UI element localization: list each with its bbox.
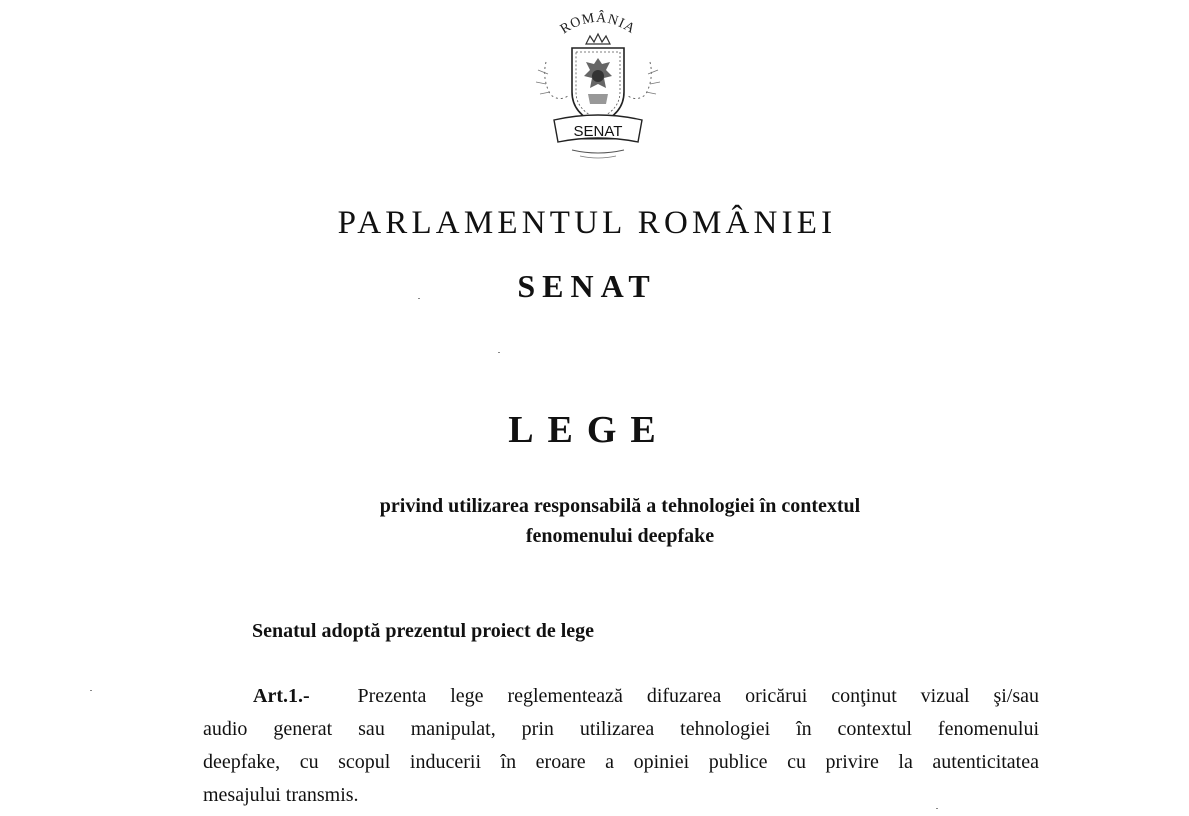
scan-speck: [90, 690, 92, 691]
article-1-line-1: [203, 680, 1039, 713]
svg-text:ROMÂNIA: ROMÂNIA: [557, 10, 639, 38]
law-subtitle-line-2: fenomenului deepfake: [525, 525, 715, 547]
article-1-line-3: deepfake, cu scopul inducerii în eroare a opiniei publice cu privire la autenticitatea: [203, 751, 1039, 773]
senate-seal-logo: [528, 6, 668, 164]
scan-speck: [936, 808, 938, 809]
article-1-line-4: mesajului transmis.: [203, 784, 359, 806]
article-1: [203, 680, 1039, 812]
document-type-title: LEGE: [508, 409, 670, 451]
svg-text:SENAT: SENAT: [573, 123, 623, 140]
law-subtitle: [0, 491, 1189, 551]
scan-speck: [418, 298, 420, 299]
scan-speck: [498, 352, 500, 353]
chamber-heading: SENAT: [517, 268, 657, 304]
parliament-heading: PARLAMENTUL ROMÂNIEI: [337, 205, 837, 241]
article-1-text-1: Prezenta lege reglementează difuzarea oricărui conţinut vizual şi/sau: [357, 685, 1040, 707]
article-1-label: Art.1.-: [253, 685, 310, 707]
law-subtitle-line-1: privind utilizarea responsabilă a tehnologiei în contextul: [379, 495, 861, 517]
article-1-line-2: audio generat sau manipulat, prin utilizarea tehnologiei în contextul fenomenului: [203, 718, 1039, 740]
adoption-statement: Senatul adoptă prezentul proiect de lege: [252, 620, 595, 642]
